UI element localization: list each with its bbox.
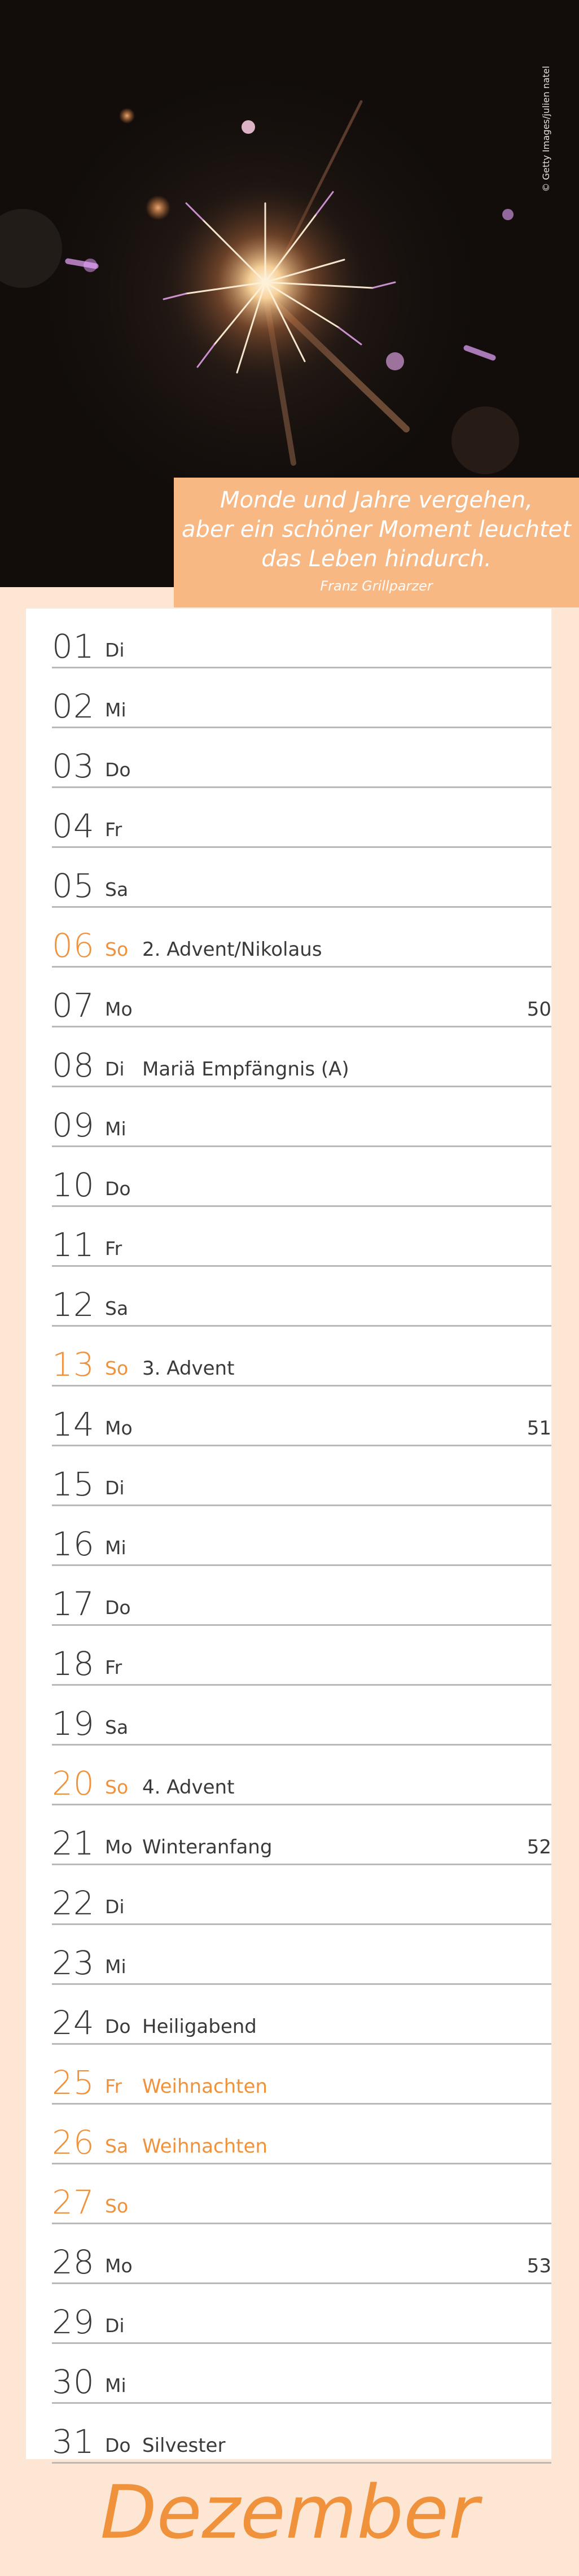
day-number: 12 [52, 1285, 95, 1324]
day-row [52, 728, 551, 788]
day-event: 4. Advent [142, 1776, 235, 1799]
day-number: 19 [52, 1704, 95, 1743]
day-of-week: So [105, 2195, 129, 2217]
day-row [52, 2045, 551, 2105]
day-of-week: Sa [105, 2135, 129, 2157]
day-number: 22 [52, 1884, 95, 1922]
calendar-week-number: 50 [527, 998, 551, 1021]
day-of-week: Di [105, 1896, 125, 1918]
day-of-week: Mo [105, 1836, 133, 1858]
day-of-week: Do [105, 2015, 131, 2037]
day-row [52, 2344, 551, 2404]
day-of-week: Fr [105, 1656, 122, 1678]
day-number: 08 [52, 1046, 95, 1084]
day-number: 28 [52, 2243, 95, 2281]
day-of-week: Do [105, 1597, 131, 1619]
day-number: 03 [52, 747, 95, 785]
day-number: 29 [52, 2303, 95, 2341]
day-row [52, 908, 551, 968]
day-of-week: Do [105, 2434, 131, 2456]
day-row [52, 1805, 551, 1865]
day-row [52, 1267, 551, 1327]
day-row [52, 1865, 551, 1925]
day-row [52, 2404, 551, 2464]
quote-line-3: das Leben hindurch. [261, 546, 492, 572]
day-row [52, 1387, 551, 1446]
day-number: 02 [52, 687, 95, 725]
day-number: 07 [52, 986, 95, 1025]
quote-line-2: aber ein schöner Moment leuchtet [182, 517, 571, 543]
day-of-week: Fr [105, 1237, 122, 1259]
day-number: 23 [52, 1944, 95, 1982]
day-event: Heiligabend [142, 2015, 257, 2038]
day-row [52, 1207, 551, 1267]
day-row [52, 968, 551, 1027]
day-of-week: Sa [105, 1297, 129, 1319]
day-of-week: So [105, 938, 129, 960]
day-row [52, 668, 551, 728]
day-number: 26 [52, 2123, 95, 2162]
day-of-week: Mi [105, 699, 126, 721]
day-of-week: Mi [105, 1956, 126, 1978]
day-of-week: Mo [105, 1417, 133, 1439]
day-number: 30 [52, 2363, 95, 2401]
day-number: 18 [52, 1645, 95, 1683]
day-event: Winteranfang [142, 1836, 273, 1858]
day-of-week: Do [105, 1178, 131, 1200]
day-event: Silvester [142, 2434, 226, 2457]
day-number: 25 [52, 2063, 95, 2102]
day-row [52, 2164, 551, 2224]
day-row [52, 1147, 551, 1207]
quote-author: Franz Grillparzer [320, 578, 433, 594]
day-number: 01 [52, 627, 95, 666]
calendar-week-number: 51 [527, 1417, 551, 1440]
calendar-panel [26, 609, 551, 2459]
day-row [52, 788, 551, 848]
day-row [52, 1626, 551, 1686]
day-row [52, 2105, 551, 2164]
day-of-week: Mi [105, 1537, 126, 1559]
day-number: 11 [52, 1226, 95, 1264]
day-of-week: Di [105, 639, 125, 661]
day-row [52, 1746, 551, 1805]
quote-box [174, 478, 579, 607]
day-of-week: Fr [105, 2075, 122, 2097]
day-row [52, 2284, 551, 2344]
day-of-week: Di [105, 1058, 125, 1080]
day-event: Weihnachten [142, 2075, 267, 2098]
day-of-week: So [105, 1357, 129, 1379]
day-of-week: Mi [105, 1118, 126, 1140]
day-row [52, 1686, 551, 1746]
day-row [52, 848, 551, 908]
day-event: Mariä Empfängnis (A) [142, 1058, 349, 1081]
day-of-week: Mo [105, 998, 133, 1020]
day-of-week: Fr [105, 819, 122, 841]
day-number: 24 [52, 2004, 95, 2042]
day-row [52, 1446, 551, 1506]
day-number: 13 [52, 1345, 95, 1384]
day-number: 14 [52, 1405, 95, 1444]
day-number: 05 [52, 867, 95, 905]
month-title: Dezember [100, 2469, 479, 2555]
day-row [52, 1027, 551, 1087]
day-row [52, 1506, 551, 1566]
day-of-week: Sa [105, 1716, 129, 1738]
day-number: 27 [52, 2183, 95, 2221]
day-number: 04 [52, 807, 95, 845]
day-of-week: Mo [105, 2255, 133, 2277]
day-number: 15 [52, 1465, 95, 1503]
day-of-week: Mi [105, 2374, 126, 2396]
day-row [52, 1566, 551, 1626]
day-number: 17 [52, 1585, 95, 1623]
day-row [52, 1087, 551, 1147]
day-of-week: Do [105, 759, 131, 781]
calendar-week-number: 52 [527, 1836, 551, 1858]
day-number: 21 [52, 1824, 95, 1862]
day-event: 2. Advent/Nikolaus [142, 938, 322, 961]
day-of-week: Di [105, 1477, 125, 1499]
day-row [52, 1327, 551, 1387]
quote-line-1: Monde und Jahre vergehen, [220, 487, 533, 513]
day-row [52, 1925, 551, 1985]
day-of-week: So [105, 1776, 129, 1798]
calendar-week-number: 53 [527, 2255, 551, 2277]
day-row [52, 1985, 551, 2045]
day-number: 06 [52, 926, 95, 965]
day-of-week: Di [105, 2315, 125, 2337]
day-number: 16 [52, 1525, 95, 1563]
day-number: 10 [52, 1166, 95, 1204]
day-number: 31 [52, 2422, 95, 2461]
day-event: 3. Advent [142, 1357, 235, 1380]
day-number: 09 [52, 1106, 95, 1144]
photo-credit: © Getty Images/julien natel [541, 65, 551, 192]
day-number: 20 [52, 1764, 95, 1803]
day-of-week: Sa [105, 878, 129, 900]
day-event: Weihnachten [142, 2135, 267, 2158]
day-row [52, 609, 551, 668]
day-row [52, 2224, 551, 2284]
